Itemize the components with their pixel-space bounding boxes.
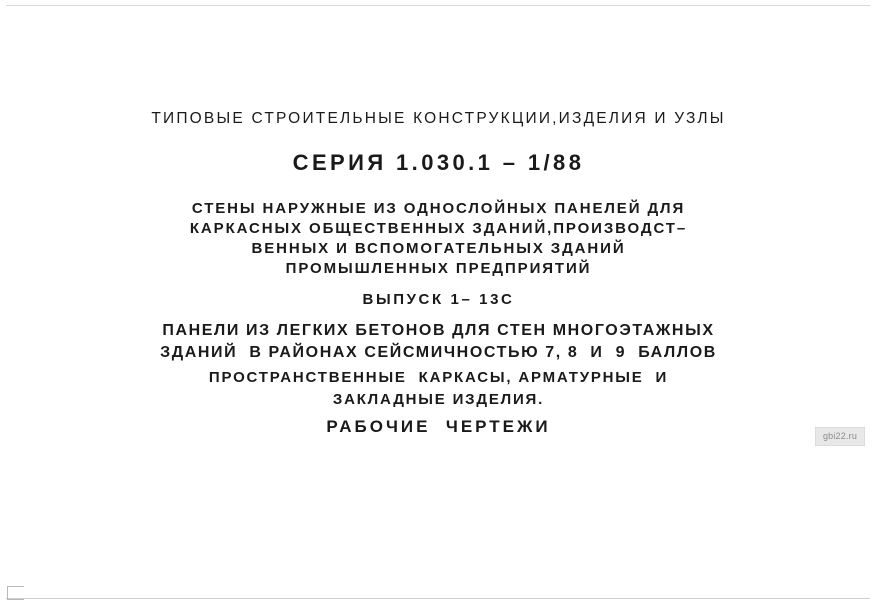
document-drawings-label: РАБОЧИЕ ЧЕРТЕЖИ bbox=[326, 417, 551, 436]
watermark-label: gbi22.ru bbox=[815, 427, 865, 446]
document-series-number: СЕРИЯ 1.030.1 – 1/88 bbox=[292, 150, 585, 175]
document-subtitle-line-2: КАРКАСНЫХ ОБЩЕСТВЕННЫХ ЗДАНИЙ,ПРОИЗВОДСТ– bbox=[189, 220, 688, 237]
document-issue-number: ВЫПУСК 1– 13С bbox=[362, 291, 515, 308]
document-subtitle-line-1: СТЕНЫ НАРУЖНЫЕ ИЗ ОДНОСЛОЙНЫХ ПАНЕЛЕЙ ДЛЯ bbox=[191, 200, 686, 217]
scan-edge-top bbox=[6, 5, 870, 6]
scan-edge-bottom bbox=[6, 598, 870, 599]
document-description-line-1: ПАНЕЛИ ИЗ ЛЕГКИХ БЕТОНОВ ДЛЯ СТЕН МНОГОЭТАЖНЫХ bbox=[162, 322, 715, 339]
scan-corner-mark bbox=[7, 586, 24, 600]
document-description-line-2: ЗДАНИЙ В РАЙОНАХ СЕЙСМИЧНОСТЬЮ 7, 8 И 9 БАЛЛОВ bbox=[160, 344, 717, 361]
document-subtitle-line-4: ПРОМЫШЛЕННЫХ ПРЕДПРИЯТИЙ bbox=[285, 260, 592, 277]
document-subtitle-line-3: ВЕННЫХ И ВСПОМОГАТЕЛЬНЫХ ЗДАНИЙ bbox=[251, 240, 626, 257]
document-description-line-4: ЗАКЛАДНЫЕ ИЗДЕЛИЯ. bbox=[332, 391, 545, 408]
document-header-line: ТИПОВЫЕ СТРОИТЕЛЬНЫЕ КОНСТРУКЦИИ,ИЗДЕЛИЯ И УЗЛЫ bbox=[151, 110, 726, 127]
document-description-line-3: ПРОСТРАНСТВЕННЫЕ КАРКАСЫ, АРМАТУРНЫЕ И bbox=[208, 369, 669, 386]
